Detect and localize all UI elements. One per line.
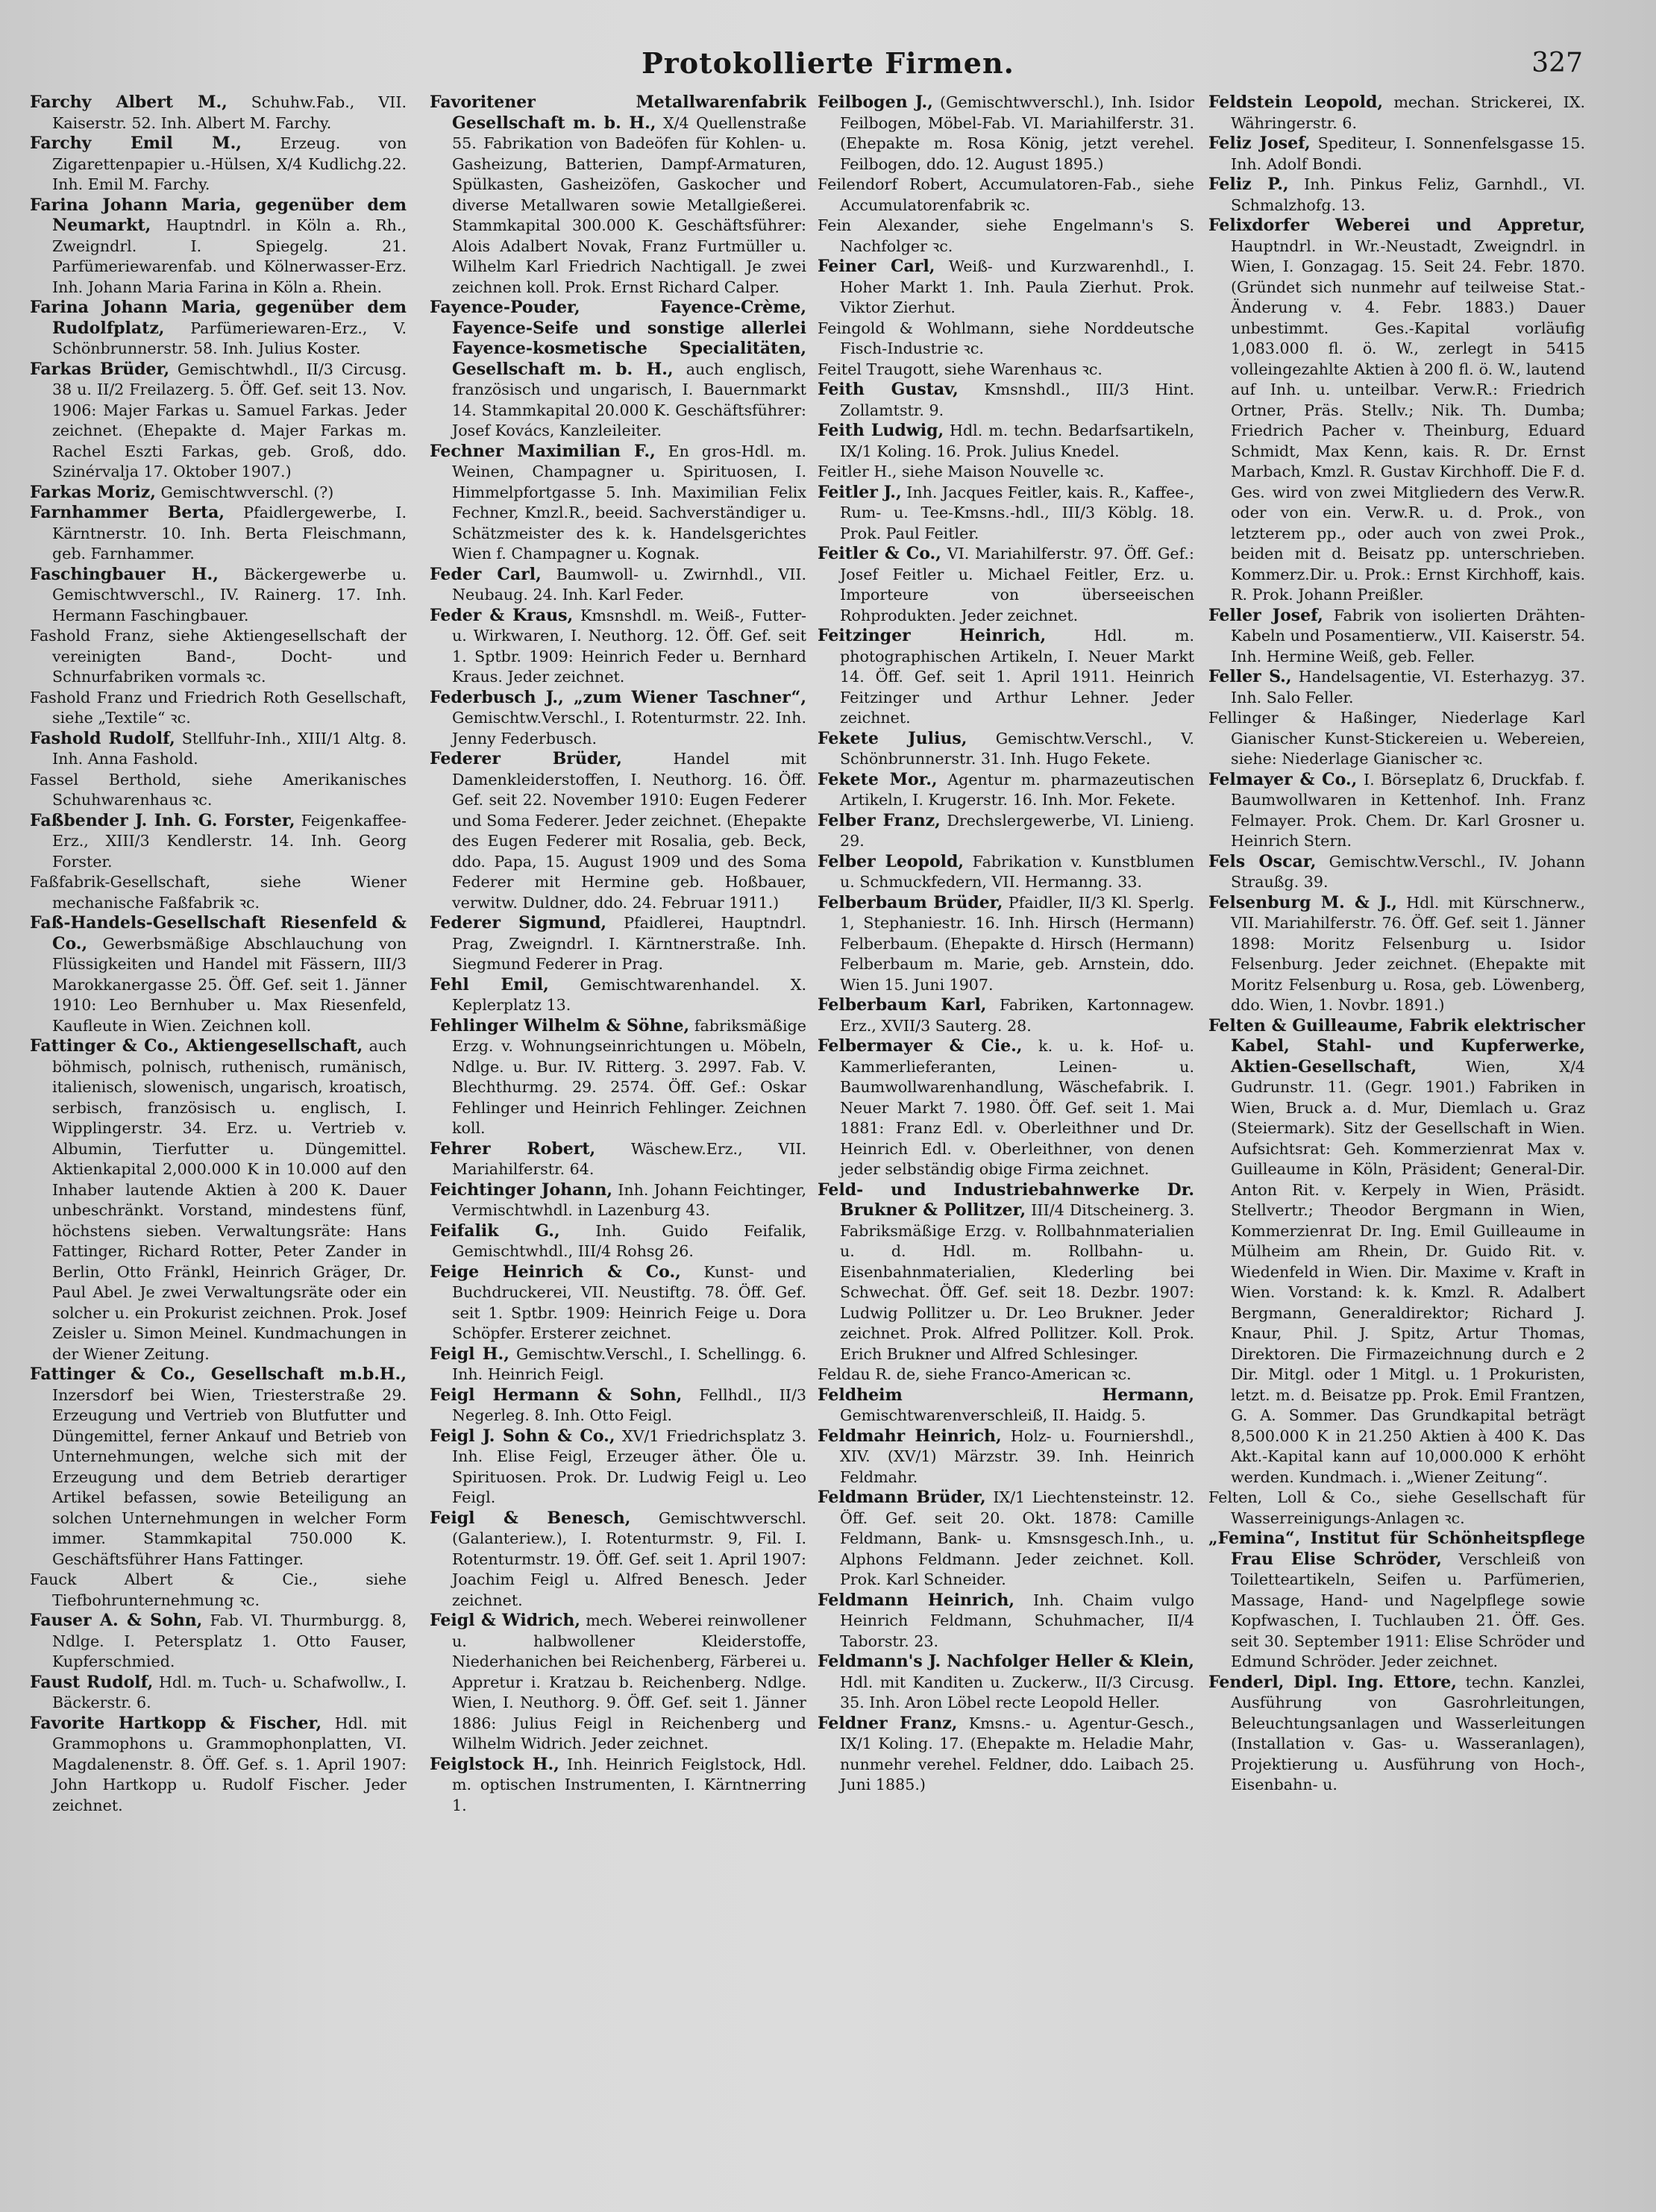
- directory-entry: [30, 195, 407, 298]
- page-number: 327: [1531, 48, 1583, 78]
- entry-text: Feilendorf Robert, Accumulatoren-Fab., siehe Accumulatorenfabrik ꝛc.: [818, 175, 1194, 214]
- entry-text: Feitel Traugott, siehe Warenhaus ꝛc.: [818, 360, 1103, 378]
- entry-firm-name: Fekete Mor.,: [818, 769, 938, 789]
- entry-text: (Gemischtwverschl.), Inh. Isidor Feilbogen, Möbel-Fab. VI. Mariahilferstr. 31. (Ehepakte m. Rosa König, jetzt verehel. Feilbogen, ddo. 12. August 1895.): [840, 93, 1194, 173]
- directory-entry: [818, 626, 1194, 729]
- entry-text: Baumwoll- u. Zwirnhdl., VII. Neubaug. 24. Inh. Karl Feder.: [452, 565, 806, 604]
- entry-firm-name: Faust Rudolf,: [30, 1672, 154, 1692]
- entry-firm-name: Feith Gustav,: [818, 380, 959, 399]
- entry-text: Hdl. mit Grammophons u. Grammophonplatten, VI. Magdalenenstr. 8. Öff. Gef. s. 1. April 1907: John Hartkopp u. Rudolf Fischer. Jeder zeichnet.: [52, 1714, 407, 1814]
- directory-entry: [30, 1714, 407, 1817]
- directory-entry: [430, 298, 806, 442]
- entry-text: Kmsns.- u. Agentur-Gesch., IX/1 Koling. 17. (Ehepakte m. Heladie Mahr, nunmehr verehel. Feldner, ddo. Laibach 25. Juni 1885.): [840, 1714, 1194, 1793]
- column-2: [430, 93, 806, 2174]
- entry-text: Feitler H., siehe Maison Nouvelle ꝛc.: [818, 463, 1105, 480]
- directory-entry: [818, 1652, 1194, 1714]
- entry-firm-name: Fashold Rudolf,: [30, 728, 175, 748]
- directory-entry: [430, 749, 806, 913]
- entry-text: III/4 Ditscheinerg. 3. Fabriksmäßige Erzg. v. Rollbahnmaterialien u. d. Hdl. m. Rollbahn- u. Eisenbahnmaterialien, Klederling bei Schwechat. Öff. Gef. seit 18. Dezbr. 1907: Ludwig Pollitzer u. Dr. Leo Brukner. Jeder zeichnet. Prok. Alfred Pollitzer. Koll. Prok. Erich Brukner und Alfred Schlesinger.: [840, 1201, 1194, 1363]
- entry-text: X/4 Quellenstraße 55. Fabrikation von Badeöfen für Kohlen- u. Gasheizung, Batterien, Dampf-Armaturen, Spülkasten, Gasheizöfen, Gaskocher und diverse Metallwaren sowie Metallgießerei. Stammkapital 300.000 K. Geschäftsführer: Alois Adalbert Novak, Franz Furtmüller u. Wilhelm Karl Friedrich Nachtigall. Je zwei zeichnen koll. Prok. Ernst Richard Calper.: [452, 113, 806, 296]
- entry-text: Gewerbsmäßige Abschlauchung von Flüssigkeiten und Handel mit Fässern, III/3 Marokkanergasse 25. Öff. Gef. seit 1. Jänner 1910: Leo Bernhuber u. Max Riesenfeld, Kaufleute in Wien. Zeichnen koll.: [52, 934, 407, 1035]
- entry-firm-name: Felber Leopold,: [818, 851, 965, 871]
- directory-entry: [818, 1488, 1194, 1591]
- entry-firm-name: Feitler J.,: [818, 482, 902, 502]
- entry-firm-name: Feldheim Hermann,: [818, 1385, 1194, 1405]
- entry-text: Inh. Heinrich Feiglstock, Hdl. m. optischen Instrumenten, I. Kärntnerring 1.: [452, 1755, 806, 1814]
- directory-entry: [30, 1570, 407, 1611]
- entry-firm-name: Favoritener Metallwarenfabrik Gesellschaft m. b. H.,: [430, 93, 806, 133]
- entry-firm-name: Farnhammer Berta,: [30, 503, 225, 522]
- directory-entry: [30, 872, 407, 913]
- entry-firm-name: Feld- und Industriebahnwerke Dr. Brukner & Pollitzer,: [818, 1179, 1194, 1220]
- directory-entry: [430, 1221, 806, 1262]
- entry-text: Fellhdl., II/3 Negerleg. 8. Inh. Otto Feigl.: [452, 1385, 806, 1424]
- entry-firm-name: Felmayer & Co.,: [1208, 769, 1358, 789]
- entry-text: Fabriken, Kartonnagew. Erz., XVII/3 Sauterg. 28.: [840, 996, 1194, 1035]
- entry-firm-name: Federbusch J., „zum Wiener Taschner“,: [430, 687, 806, 707]
- directory-entry: [30, 360, 407, 483]
- entry-firm-name: Fauser A. & Sohn,: [30, 1611, 203, 1630]
- entry-text: Gemischtwarenhandel. X. Keplerplatz 13.: [452, 975, 806, 1014]
- entry-firm-name: Feichtinger Johann,: [430, 1179, 612, 1200]
- entry-text: Fashold Franz und Friedrich Roth Gesellschaft, siehe „Textile“ ꝛc.: [30, 688, 407, 727]
- entry-firm-name: Fechner Maximilian F.,: [430, 441, 656, 461]
- entry-text: Pfaidlergewerbe, I. Kärntnerstr. 10. Inh. Berta Fleischmann, geb. Farnhammer.: [52, 504, 407, 563]
- entry-text: Pfaidler, II/3 Kl. Sperlg. 1, Stephaniestr. 16. Inh. Hirsch (Hermann) Felberbaum. (Ehepakte d. Hirsch (Hermann) Felberbaum m. Marie, geb. Arnstein, ddo. Wien 15. Juni 1907.: [840, 893, 1194, 994]
- directory-entry: [30, 1673, 407, 1714]
- entry-firm-name: Feldmann Brüder,: [818, 1488, 986, 1507]
- entry-text: Hauptndrl. in Köln a. Rh., Zweigndrl. I. Spiegelg. 21. Parfümeriewarenfab. und Kölnerwasser-Erz. Inh. Johann Maria Farina in Köln a. Rhein.: [52, 216, 407, 296]
- directory-entry: [818, 319, 1194, 360]
- entry-text: Stellfuhr-Inh., XIII/1 Altg. 8. Inh. Anna Fashold.: [52, 729, 407, 768]
- entry-text: techn. Kanzlei, Ausführung von Gasrohrleitungen, Beleuchtungsanlagen und Wasserleitungen (Installation v. Gas- u. Wasseranlagen), Projektierung u. Ausführung von Hoch-, Eisenbahn- u.: [1231, 1673, 1585, 1793]
- entry-firm-name: Feifalik G.,: [430, 1221, 560, 1241]
- entry-text: auch englisch, französisch und ungarisch, I. Bauernmarkt 14. Stammkapital 20.000 K. Geschäftsführer: Josef Kovács, Kanzleileiter.: [452, 360, 806, 439]
- directory-entry: [430, 442, 806, 565]
- entry-firm-name: Farchy Albert M.,: [30, 93, 228, 112]
- directory-entry: [30, 913, 407, 1036]
- entry-firm-name: Farina Johann Maria, gegenüber dem Neumarkt,: [30, 195, 407, 235]
- directory-entry: [1208, 1529, 1585, 1673]
- entry-firm-name: Feigl Hermann & Sohn,: [430, 1385, 683, 1405]
- directory-entry: [430, 975, 806, 1016]
- directory-entry: [430, 93, 806, 298]
- entry-text: Agentur m. pharmazeutischen Artikeln, I. Krugerstr. 16. Inh. Mor. Fekete.: [840, 770, 1194, 809]
- entry-text: Inh. Guido Feifalik, Gemischtwhdl., III/4 Rohsg 26.: [452, 1221, 806, 1260]
- entry-firm-name: Feldstein Leopold,: [1208, 93, 1384, 112]
- directory-entry: [818, 216, 1194, 257]
- entry-text: Hdl. mit Kanditen u. Zuckerw., II/3 Circusg. 35. Inh. Aron Löbel recte Leopold Heller.: [840, 1673, 1194, 1711]
- directory-entry: [818, 1591, 1194, 1652]
- directory-entry: [818, 995, 1194, 1036]
- directory-entry: [818, 380, 1194, 421]
- directory-entry: [1208, 1488, 1585, 1529]
- entry-firm-name: Fattinger & Co., Gesellschaft m.b.H.,: [30, 1365, 407, 1384]
- directory-entry: [1208, 1673, 1585, 1796]
- directory-entry: [1208, 893, 1585, 1016]
- entry-firm-name: Feller Josef,: [1208, 605, 1323, 625]
- entry-firm-name: Farkas Moriz,: [30, 482, 156, 502]
- entry-firm-name: Farina Johann Maria, gegenüber dem Rudolfplatz,: [30, 298, 407, 338]
- entry-firm-name: Faschingbauer H.,: [30, 564, 219, 584]
- entry-text: Kmsnshdl. m. Weiß-, Futter- u. Wirkwaren, I. Neuthorg. 12. Öff. Gef. seit 1. Sptbr. 1909: Heinrich Feder u. Bernhard Kraus. Jeder zeichnet.: [452, 606, 806, 686]
- directory-entry: [30, 688, 407, 729]
- directory-entry: [818, 257, 1194, 319]
- entry-text: fabriksmäßige Erzg. v. Wohnungseinrichtungen u. Möbeln, Ndlge. u. Bur. IV. Ritterg. 3. 2997. Fab. V. Blechthurmg. 29. 2574. Öff. Gef.: Oskar Fehlinger und Heinrich Fehlinger. Zeichnen koll.: [452, 1016, 806, 1137]
- directory-entry: [30, 1611, 407, 1673]
- entry-firm-name: Fattinger & Co., Aktiengesellschaft,: [30, 1036, 363, 1056]
- entry-firm-name: Feldmahr Heinrich,: [818, 1426, 1002, 1446]
- directory-entry: [818, 852, 1194, 893]
- entry-firm-name: Fenderl, Dipl. Ing. Ettore,: [1208, 1672, 1457, 1692]
- entry-firm-name: Feldner Franz,: [818, 1713, 958, 1733]
- entry-firm-name: Felberbaum Brüder,: [818, 892, 1003, 912]
- entry-text: Inzersdorf bei Wien, Triesterstraße 29. Erzeugung und Vertrieb von Blutfutter und Düngemittel, ferner Ankauf und Betrieb von Unternehmungen, welche sich mit der Erzeugung und dem Betrieb derartiger Artikel befassen, sowie Beteiligung an solchen Unternehmungen in welcher Form immer. Stammkapital 750.000 K. Geschäftsführer Hans Fattinger.: [52, 1385, 407, 1568]
- entry-firm-name: Federer Brüder,: [430, 749, 622, 768]
- entry-text: Faßfabrik-Gesellschaft, siehe Wiener mechanische Faßfabrik ꝛc.: [30, 873, 407, 912]
- directory-entry: [1208, 770, 1585, 852]
- directory-entry: [30, 565, 407, 627]
- entry-text: Kunst- und Buchdruckerei, VII. Neustiftg. 78. Öff. Gef. seit 1. Sptbr. 1909: Heinrich Feige u. Dora Schöpfer. Ersterer zeichnet.: [452, 1262, 806, 1342]
- entry-text: Fauck Albert & Cie., siehe Tiefbohrunternehmung ꝛc.: [30, 1570, 407, 1609]
- entry-firm-name: Feigl J. Sohn & Co.,: [430, 1426, 615, 1446]
- entry-firm-name: Feliz P.,: [1208, 175, 1289, 194]
- entry-firm-name: Felsenburg M. & J.,: [1208, 892, 1398, 912]
- entry-text: Wien, X/4 Gudrunstr. 11. (Gegr. 1901.) Fabriken in Wien, Bruck a. d. Mur, Diemlach u. Graz (Steiermark). Sitz der Gesellschaft in Wien. Aufsichtsrat: Geh. Kommerzienrat Max v. Guilleaume in Köln, Präsident; General-Dir. Anton Rit. v. Kerpely in Wien, Präsidt. Stellvertr.; Theodor Bergmann in Wien, Kommerzienrat Dr. Ing. Emil Guilleaume in Mülheim am Rhein, Dr. Guido Rit. v. Wiedenfeld in Wien. Dir. Maxime v. Kraft in Wien. Vorstand: k. k. Kmzl. R. Adalbert Bergmann, Generaldirektor; Richard J. Knaur, Phil. J. Spitz, Artur Thomas, Direktoren. Die Firmazeichnung durch e 2 Dir. Mitgl. oder 1 Mitgl. u. 1 Prokuristen, letzt. m. d. Beisatze pp. Prok. Emil Frantzen, G. A. Sommer. Das Grundkapital beträgt 8,500.000 K in 21.250 Aktien à 400 K. Das Akt.-Kapital kann auf 10,000.000 K erhöht werden. Kundmach. i. „Wiener Zeitung“.: [1231, 1057, 1585, 1486]
- directory-entry: [430, 1344, 806, 1385]
- entry-text: Hauptndrl. in Wr.-Neustadt, Zweigndrl. in Wien, I. Gonzagag. 15. Seit 24. Febr. 1870. (Gründet sich nunmehr auf teilweise Stat.-Änderung v. 4. Febr. 1883.) Dauer unbestimmt. Ges.-Kapital vorläufig 1,083.000 fl. ö. W., zerlegt in 5415 volleingezahlte Aktien à 200 fl. ö. W., lautend auf Inh. u. unteilbar. Verw.R.: Friedrich Ortner, Präs. Stellv.; Nik. Th. Dumba; Friedrich Pacher v. Theinburg, Eduard Schmidt, Max Kenn, kais. R. Dr. Ernst Marbach, Kmzl. R. Gustav Kirchhoff. Die F. d. Ges. wird von zwei Mitgliedern des Verw.R. oder von ein. Verw.R. u. d. Prok., von letzterem pp., oder auch von zwei Prok., beiden mit d. Beisatz pp. unterschrieben. Kommerz.Dir. u. Prok.: Ernst Kirchhoff, kais. R. Prok. Johann Preißler.: [1231, 236, 1585, 604]
- entry-text: Fellinger & Haßinger, Niederlage Karl Gianischer Kunst-Stickereien u. Webereien, siehe: Niederlage Gianischer ꝛc.: [1208, 709, 1585, 768]
- entry-text: Fabrikation v. Kunstblumen u. Schmuckfedern, VII. Hermanng. 33.: [840, 852, 1194, 891]
- directory-entry: [818, 729, 1194, 770]
- directory-entry: [818, 93, 1194, 175]
- entry-firm-name: Feliz Josef,: [1208, 134, 1311, 153]
- entry-firm-name: Farchy Emil M.,: [30, 134, 242, 153]
- directory-entry: [430, 606, 806, 688]
- entry-firm-name: „Femina“, Institut für Schönheitspflege Frau Elise Schröder,: [1208, 1529, 1585, 1569]
- entry-firm-name: Fekete Julius,: [818, 728, 967, 748]
- entry-firm-name: Fehrer Robert,: [430, 1138, 596, 1159]
- directory-entry: [30, 770, 407, 811]
- directory-entry: [30, 483, 407, 504]
- directory-entry: [1208, 1016, 1585, 1488]
- entry-text: Gemischtwhdl., II/3 Circusg. 38 u. II/2 Freilazerg. 5. Öff. Gef. seit 13. Nov. 1906: Majer Farkas u. Samuel Farkas. Jeder zeichnet. (Ehepakte d. Majer Farkas m. Rachel Eszti Farkas, geb. Groß, ddo. Szinérvalja 17. Oktober 1907.): [52, 360, 407, 480]
- entry-text: Feingold & Wohlmann, siehe Norddeutsche Fisch-Industrie ꝛc.: [818, 319, 1194, 357]
- entry-text: Handel mit Damenkleiderstoffen, I. Neuthorg. 16. Öff. Gef. seit 22. November 1910: Eugen Federer und Soma Federer. Jeder zeichnet. (Ehepakte des Eugen Federer mit Rosalia, geb. Beck, ddo. Papa, 15. August 1909 und des Soma Federer mit Hermine geb. Hoßbauer, verwitw. Duldner, ddo. 24. Februar 1911.): [452, 750, 806, 912]
- entry-firm-name: Farkas Brüder,: [30, 359, 170, 379]
- directory-entry: [30, 729, 407, 770]
- directory-entry: [430, 1426, 806, 1508]
- directory-entry: [1208, 708, 1585, 770]
- entry-text: Gemischtwarenverschleiß, II. Haidg. 5.: [840, 1406, 1147, 1424]
- entry-text: Parfümeriewaren-Erz., V. Schönbrunnerstr. 58. Inh. Julius Koster.: [52, 319, 407, 357]
- entry-text: Holz- u. Fourniershdl., XIV. (XV/1) Märzstr. 39. Inh. Heinrich Feldmahr.: [840, 1426, 1194, 1486]
- directory-entry: [430, 1139, 806, 1180]
- entry-text: Wäschew.Erz., VII. Mariahilferstr. 64.: [452, 1139, 806, 1178]
- entry-text: mech. Weberei reinwollener u. halbwollener Kleiderstoffe, Niederhanichen bei Reichenberg, Färberei u. Appretur i. Kratzau b. Reichenberg. Ndlge. Wien, I. Neuthorg. 9. Öff. Gef. seit 1. Jänner 1886: Julius Feigl in Reichenberg und Wilhelm Widrich. Jeder zeichnet.: [452, 1611, 806, 1752]
- entry-firm-name: Fayence-Pouder, Fayence-Crème, Fayence-Seife und sonstige allerlei Fayence-kosmetische Specialitäten, Gesellschaft m. b. H.,: [430, 298, 806, 379]
- entry-text: Gemischtw.Verschl., V. Schönbrunnerstr. 31. Inh. Hugo Fekete.: [840, 729, 1194, 768]
- directory-entry: [30, 298, 407, 360]
- entry-text: Gemischtw.Verschl., I. Schellingg. 6. Inh. Heinrich Feigl.: [452, 1344, 806, 1383]
- directory-entry: [430, 913, 806, 975]
- entry-text: Schuhw.Fab., VII. Kaiserstr. 52. Inh. Albert M. Farchy.: [52, 93, 407, 132]
- directory-entry: [1208, 667, 1585, 708]
- entry-text: En gros-Hdl. m. Weinen, Champagner u. Spirituosen, I. Himmelpfortgasse 5. Inh. Maximilian Felix Fechner, Kmzl.R., beeid. Sachverständiger u. Schätzmeister des k. k. Handelsgerichtes Wien f. Champagner u. Kognak.: [452, 442, 806, 563]
- directory-entry: [430, 1755, 806, 1817]
- directory-entry: [818, 1180, 1194, 1365]
- entry-text: Pfaidlerei, Hauptndrl. Prag, Zweigndrl. I. Kärntnerstraße. Inh. Siegmund Federer in Prag.: [452, 914, 806, 973]
- entry-firm-name: Feigl & Benesch,: [430, 1508, 631, 1528]
- entry-text: Inh. Jacques Feitler, kais. R., Kaffee-, Rum- u. Tee-Kmsns.-hdl., III/3 Köblg. 18. Prok. Paul Feitler.: [840, 483, 1194, 542]
- entry-firm-name: Feige Heinrich & Co.,: [430, 1262, 681, 1282]
- directory-entry: [430, 1508, 806, 1611]
- entry-firm-name: Felberbaum Karl,: [818, 995, 987, 1015]
- entry-firm-name: Feldmann's J. Nachfolger Heller & Klein,: [818, 1652, 1194, 1671]
- directory-entry: [1208, 852, 1585, 893]
- entry-firm-name: Fels Oscar,: [1208, 851, 1317, 871]
- entry-firm-name: Feitzinger Heinrich,: [818, 626, 1047, 645]
- entry-text: Inh. Johann Feichtinger, Vermischtwhdl. in Lazenburg 43.: [452, 1180, 806, 1219]
- directory-entry: [818, 1365, 1194, 1385]
- entry-firm-name: Feith Ludwig,: [818, 421, 944, 440]
- entry-firm-name: Feder & Kraus,: [430, 605, 574, 625]
- entry-text: Gemischtwverschl. (Galanteriew.), I. Rotenturmstr. 9, Fil. I. Rotenturmstr. 19. Öff. Gef. seit 1. April 1907: Joachim Feigl u. Alfred Benesch. Jeder zeichnet.: [452, 1508, 806, 1609]
- entry-firm-name: Favorite Hartkopp & Fischer,: [30, 1713, 322, 1733]
- entry-text: Erzeug. von Zigarettenpapier u.-Hülsen, X/4 Kudlichg.22. Inh. Emil M. Farchy.: [52, 134, 407, 193]
- entry-firm-name: Feigl & Widrich,: [430, 1611, 581, 1630]
- directory-entry: [818, 421, 1194, 462]
- entry-text: Gemischtw.Verschl., IV. Johann Straußg. 39.: [1231, 852, 1585, 891]
- directory-entry: [430, 688, 806, 750]
- directory-entry: [1208, 175, 1585, 216]
- entry-text: Hdl. m. photographischen Artikeln, I. Neuer Markt 14. Öff. Gef. seit 1. April 1911. Heinrich Feitzinger und Arthur Lehner. Jeder zeichnet.: [840, 627, 1194, 727]
- directory-entry: [1208, 606, 1585, 668]
- directory-entry: [818, 544, 1194, 626]
- entry-text: Fabrik von isolierten Drähten-Kabeln und Posamentierw., VII. Kaiserstr. 54. Inh. Hermine Weiß, geb. Feller.: [1231, 606, 1585, 665]
- directory-entry: [818, 483, 1194, 545]
- entry-text: Spediteur, I. Sonnenfelsgasse 15. Inh. Adolf Bondi.: [1231, 134, 1585, 173]
- entry-text: IX/1 Liechtensteinstr. 12. Öff. Gef. seit 20. Okt. 1878: Camille Feldmann, Bank- u. Kmsnsgesch.Inh., u. Alphons Feldmann. Jeder zeichnet. Koll. Prok. Karl Schneider.: [840, 1488, 1194, 1588]
- column-3: [818, 93, 1194, 2174]
- entry-text: Kmsnshdl., III/3 Hint. Zollamtstr. 9.: [840, 380, 1194, 419]
- directory-entry: [430, 1385, 806, 1426]
- entry-text: Feldau R. de, siehe Franco-American ꝛc.: [818, 1365, 1132, 1383]
- directory-entry: [818, 360, 1194, 380]
- entry-text: VI. Mariahilferstr. 97. Öff. Gef.: Josef Feitler u. Michael Feitler, Erz. u. Importeure von überseeischen Rohprodukten. Jeder zeichnet.: [840, 545, 1194, 624]
- directory-entry: [818, 1426, 1194, 1488]
- entry-firm-name: Feiglstock H.,: [430, 1754, 559, 1774]
- directory-entry: [30, 1036, 407, 1365]
- entry-firm-name: Federer Sigmund,: [430, 913, 607, 933]
- directory-entry: [818, 462, 1194, 483]
- column-1: [30, 93, 407, 2174]
- entry-text: Drechslergewerbe, VI. Linieng. 29.: [840, 811, 1194, 850]
- directory-entry: [1208, 93, 1585, 134]
- directory-entry: [30, 1365, 407, 1570]
- entry-text: Gemischtw.Verschl., I. Rotenturmstr. 22. Inh. Jenny Federbusch.: [452, 709, 806, 748]
- entry-firm-name: Feitler & Co.,: [818, 544, 941, 563]
- directory-entry: [818, 811, 1194, 852]
- entry-text: Fab. VI. Thurmburgg. 8, Ndlge. I. Petersplatz 1. Otto Fauser, Kupferschmied.: [52, 1611, 407, 1670]
- entry-text: Gemischtwverschl. (?): [160, 483, 334, 501]
- entry-text: Hdl. m. Tuch- u. Schafwollw., I. Bäckerstr. 6.: [52, 1673, 407, 1711]
- entry-text: Inh. Chaim vulgo Heinrich Feldmann, Schuhmacher, II/4 Taborstr. 23.: [840, 1591, 1194, 1650]
- entry-firm-name: Feilbogen J.,: [818, 93, 933, 112]
- entry-firm-name: Faß-Handels-Gesellschaft Riesenfeld & Co.,: [30, 913, 407, 953]
- directory-entry: [430, 565, 806, 606]
- entry-text: auch böhmisch, polnisch, ruthenisch, rumänisch, italienisch, slowenisch, ungarisch, kroatisch, serbisch, französisch u. englisch, I. Wipplingerstr. 34. Erz. u. Vertrieb v. Albumin, Tierfutter u. Düngemittel. Aktienkapital 2,000.000 K in 10.000 auf den Inhaber lautende Aktien à 200 K. Dauer unbeschränkt. Vorstand, mindestens fünf, höchstens sieben. Verwaltungsräte: Hans Fattinger, Richard Rotter, Peter Zander in Berlin, Otto Fränkl, Heinrich Gräger, Dr. Paul Abel. Je zwei Verwaltungsräte oder ein solcher u. ein Prokurist zeichnen. Prok. Josef Zeisler u. Simon Meinel. Kundmachungen in der Wiener Zeitung.: [52, 1037, 407, 1363]
- entry-firm-name: Felixdorfer Weberei und Appretur,: [1208, 216, 1585, 235]
- entry-text: mechan. Strickerei, IX. Währingerstr. 6.: [1231, 93, 1585, 132]
- entry-text: Fashold Franz, siehe Aktiengesellschaft der vereinigten Band-, Docht- und Schnurfabriken vormals ꝛc.: [30, 627, 407, 686]
- directory-entry: [430, 1611, 806, 1755]
- column-4: [1208, 93, 1585, 2174]
- directory-entry: [818, 1385, 1194, 1426]
- entry-firm-name: Felbermayer & Cie.,: [818, 1036, 1023, 1056]
- directory-entry: [818, 1036, 1194, 1180]
- entry-text: Weiß- und Kurzwarenhdl., I. Hoher Markt 1. Inh. Paula Zierhut. Prok. Viktor Zierhut.: [840, 257, 1194, 316]
- directory-entry: [30, 503, 407, 565]
- entry-text: Verschleiß von Toiletteartikeln, Seifen u. Parfümerien, Massage, Hand- und Nagelpflege sowie Kopfwaschen, I. Tuchlauben 21. Öff. Ges. seit 30. September 1911: Elise Schröder und Edmund Schröder. Jeder zeichnet.: [1231, 1550, 1585, 1670]
- entry-firm-name: Faßbender J. Inh. G. Forster,: [30, 810, 295, 830]
- directory-entry: [818, 175, 1194, 216]
- directory-entry: [30, 811, 407, 873]
- directory-entry: [30, 134, 407, 195]
- entry-text: Bäckergewerbe u. Gemischtwverschl., IV. Rainerg. 17. Inh. Hermann Faschingbauer.: [52, 565, 407, 624]
- entry-firm-name: Feder Carl,: [430, 564, 542, 584]
- directory-entry: [818, 770, 1194, 811]
- directory-entry: [30, 626, 407, 688]
- directory-entry: [818, 1714, 1194, 1796]
- directory-entry: [430, 1180, 806, 1221]
- directory-entry: [1208, 216, 1585, 606]
- directory-entry: [430, 1262, 806, 1344]
- entry-firm-name: Fehlinger Wilhelm & Söhne,: [430, 1015, 690, 1035]
- entry-text: Fein Alexander, siehe Engelmann's S. Nachfolger ꝛc.: [818, 216, 1194, 255]
- entry-firm-name: Feldmann Heinrich,: [818, 1590, 1015, 1610]
- page-header: [0, 46, 1656, 91]
- entry-firm-name: Feller S.,: [1208, 667, 1292, 686]
- entry-text: k. u. k. Hof- u. Kammerlieferanten, Leinen- u. Baumwollwarenhandlung, Wäschefabrik. I. Neuer Markt 7. 1980. Öff. Gef. seit 1. Mai 1881: Franz Edl. v. Oberleithner und Dr. Heinrich Edl. v. Oberleithner, von denen jeder selbständig obige Firma zeichnet.: [840, 1037, 1194, 1178]
- entry-text: Inh. Pinkus Feliz, Garnhdl., VI. Schmalzhofg. 13.: [1231, 175, 1585, 214]
- entry-firm-name: Feiner Carl,: [818, 257, 935, 276]
- entry-text: Hdl. mit Kürschnerw., VII. Mariahilferstr. 76. Öff. Gef. seit 1. Jänner 1898: Moritz Felsenburg u. Isidor Felsenburg. Jeder zeichnet. (Ehepakte mit Moritz Felsenburg u. Rosa, geb. Löwenberg, ddo. Wien, 1. Novbr. 1891.): [1231, 893, 1585, 1014]
- entry-text: XV/1 Friedrichsplatz 3. Inh. Elise Feigl, Erzeuger äther. Öle u. Spirituosen. Prok. Dr. Ludwig Feigl u. Leo Feigl.: [452, 1426, 806, 1506]
- entry-text: Feigenkaffee-Erz., XIII/3 Kendlerstr. 14. Inh. Georg Forster.: [52, 811, 407, 871]
- entry-firm-name: Fehl Emil,: [430, 974, 549, 994]
- directory-entry: [1208, 134, 1585, 175]
- entry-text: Handelsagentie, VI. Esterhazyg. 37. Inh. Salo Feller.: [1231, 668, 1585, 706]
- page-title: Protokollierte Firmen.: [642, 46, 1014, 80]
- entry-firm-name: Feigl H.,: [430, 1344, 509, 1364]
- directory-entry: [30, 93, 407, 134]
- entry-text: Felten, Loll & Co., siehe Gesellschaft für Wasserreinigungs-Anlagen ꝛc.: [1208, 1488, 1585, 1527]
- entry-firm-name: Felten & Guilleaume, Fabrik elektrischer Kabel, Stahl- und Kupferwerke, Aktien-Gesellschaft,: [1208, 1015, 1585, 1077]
- entry-text: Hdl. m. techn. Bedarfsartikeln, IX/1 Koling. 16. Prok. Julius Knedel.: [840, 422, 1194, 460]
- entry-firm-name: Felber Franz,: [818, 810, 941, 830]
- entry-text: Fassel Berthold, siehe Amerikanisches Schuhwarenhaus ꝛc.: [30, 770, 407, 809]
- directory-entry: [818, 893, 1194, 996]
- directory-entry: [430, 1016, 806, 1139]
- entry-text: I. Börseplatz 6, Druckfab. f. Baumwollwaren in Kettenhof. Inh. Franz Felmayer. Prok. Chem. Dr. Karl Grosner u. Heinrich Stern.: [1231, 770, 1585, 850]
